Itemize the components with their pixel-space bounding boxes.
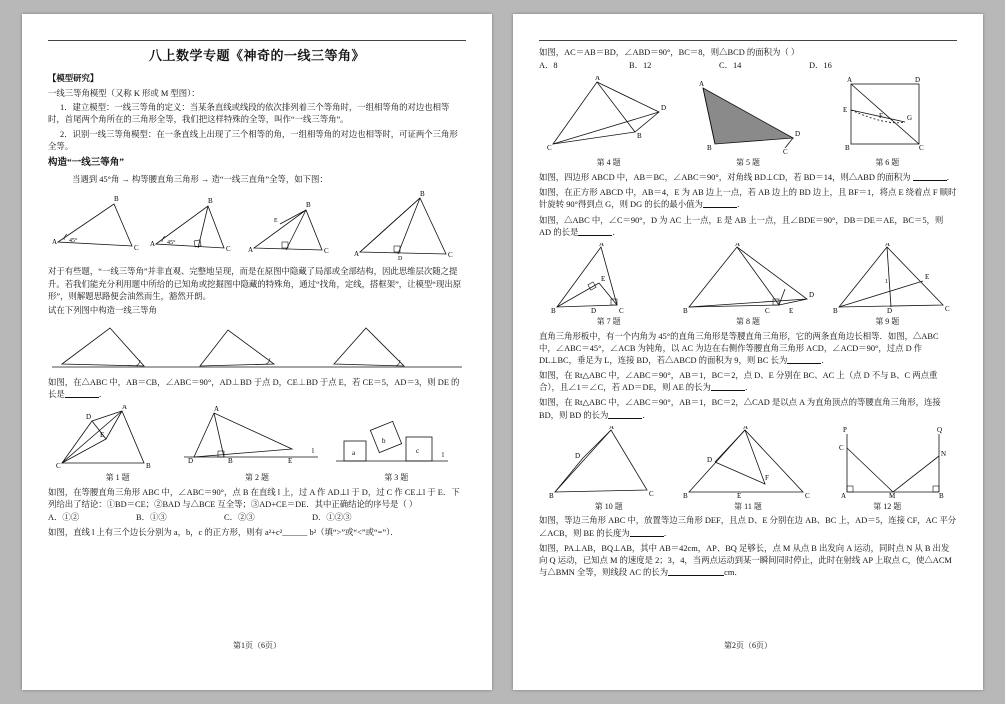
- figure-q7-q8-q9: [539, 243, 957, 328]
- svg-text:45°: 45°: [167, 240, 176, 247]
- model-step-1: 1．建立模型：一线三等角的定义：当某条直线或线段的依次排列着三个等角时，一组相等角的对边也相等时，首尾两个角所在的三角形全等，我们把这样特殊的全等，叫作“一线三等角”。: [48, 103, 450, 125]
- svg-text:C: C: [649, 489, 654, 498]
- question-12: [539, 543, 957, 580]
- svg-text:Q: Q: [937, 425, 943, 434]
- svg-text:C: C: [547, 144, 552, 153]
- svg-text:1: 1: [885, 278, 888, 285]
- svg-text:B: B: [707, 144, 712, 153]
- svg-text:B: B: [683, 491, 688, 500]
- question-10: [539, 397, 957, 421]
- svg-text:B: B: [683, 306, 688, 315]
- page-right: [513, 14, 983, 690]
- question-11-tail: ．: [663, 528, 673, 538]
- question-6-blank: [703, 200, 737, 208]
- section-model-research-heading: 【模型研究】: [48, 73, 99, 83]
- svg-text:D: D: [188, 457, 194, 466]
- question-7-text: 如图，△ABC 中，∠C＝90°，D 为 AC 上一点，E 是 AB 上一点，且∠BDE＝90°，DB＝DE＝AE，BC＝5，则 AD 的长是: [539, 215, 944, 237]
- svg-text:A: A: [150, 240, 156, 249]
- question-1-tail: ．: [98, 389, 108, 399]
- svg-text:E: E: [843, 106, 848, 115]
- svg-text:D: D: [575, 451, 581, 460]
- page-left-footer: 第1页（6页）: [233, 641, 281, 651]
- svg-text:D: D: [915, 76, 921, 85]
- svg-text:A: A: [214, 405, 220, 414]
- svg-text:A: A: [743, 425, 749, 431]
- captions-q1-q3: [48, 472, 466, 484]
- svg-text:D: D: [795, 130, 801, 139]
- svg-text:E: E: [789, 306, 794, 315]
- svg-text:P: P: [843, 425, 847, 434]
- figure-q1-q2-q3: [48, 405, 466, 484]
- question-1: [48, 377, 466, 401]
- question-8-text: 直角三角形板中，有一个内角为 45°的直角三角形是等腰直角三角形，它的两条直角边长相等．如图，△ABC 中，∠ABC＝45°，∠ACB 为钝角，以 AC 为边在右侧作等腰直角三角形 ACD，∠ACD＝90°，过点 D 作 DL⊥BC，垂足为 L，连接 BD，若△ABCD 的面积为 9，则 BC 长为: [539, 331, 939, 365]
- question-1-blank: [65, 390, 99, 398]
- svg-text:E: E: [925, 272, 930, 281]
- svg-text:D: D: [591, 306, 597, 315]
- svg-text:a: a: [352, 449, 356, 458]
- model-step-2: 2．识别一线三等角模型：在一条直线上出现了三个相等的角，一组相等角的对边也相等时，可证两个三角形全等。: [48, 130, 458, 152]
- page-right-content: [539, 40, 957, 664]
- svg-text:G: G: [907, 114, 913, 123]
- svg-text:D: D: [809, 290, 815, 299]
- question-5-tail: ．: [946, 172, 955, 182]
- question-11-text: 如图，等边三角形 ABC 中，放置等边三角形 DEF，且点 D、E 分别在边 AB、BC 上，AD＝5，连接 CF，AC 平分∠ACB，则 BE 的长度为: [539, 516, 957, 538]
- question-2-option-a[interactable]: A．①②: [48, 513, 80, 523]
- svg-text:F: F: [879, 112, 883, 121]
- svg-text:M: M: [889, 491, 896, 500]
- svg-text:A: A: [354, 250, 360, 259]
- svg-text:B: B: [146, 462, 151, 471]
- construct-intro: 当遇到 45°角 → 构等腰直角三角形 → 造“一线三直角”全等，如下图：: [72, 175, 328, 185]
- question-3: [48, 527, 466, 539]
- document-title: 八上数学专题《神奇的一线三等角》: [148, 48, 365, 63]
- figure-construct-examples: [48, 190, 466, 264]
- svg-text:B: B: [208, 197, 213, 206]
- question-4-text: 如图，AC＝AB＝BD，∠ABD＝90°，BC＝8，则△BCD 的面积为（ ）: [539, 48, 800, 57]
- question-2-option-b[interactable]: B．①③: [136, 513, 167, 523]
- question-4-option-b[interactable]: B．12: [629, 61, 652, 71]
- svg-text:C: C: [765, 306, 770, 315]
- question-9-tail: ．: [744, 383, 754, 393]
- svg-text:B: B: [420, 190, 425, 199]
- question-10-blank: [608, 411, 642, 419]
- svg-text:A: A: [841, 491, 847, 500]
- question-2-option-c[interactable]: C．②③: [224, 513, 255, 523]
- question-2: [48, 487, 466, 511]
- svg-text:C: C: [56, 462, 61, 471]
- svg-text:A: A: [122, 405, 128, 412]
- svg-text:A: A: [248, 246, 254, 255]
- caption-q7: 第 7 题: [596, 316, 621, 326]
- caption-q2: 第 2 题: [244, 473, 269, 483]
- svg-text:B: B: [833, 306, 838, 315]
- question-5: [539, 172, 957, 184]
- question-4-option-c[interactable]: C．14: [719, 61, 742, 71]
- question-12-text: 如图，PA⊥AB，BQ⊥AB，其中 AB＝42cm，AP、BQ 足够长，点 M 从点 B 出发向 A 运动，同时点 N 从 B 出发向 Q 运动，已知点 M 的速度是 2；3，4，当两点运动到某一瞬间同时停止，此时在射线 AP 上取点 C，使△ACM 与△BMN 全等，则线段 AC 的长为: [539, 543, 952, 578]
- question-8-blank: [787, 356, 821, 364]
- caption-q12: 第 12 题: [873, 501, 902, 511]
- svg-text:N: N: [941, 449, 947, 458]
- question-10-tail: ．: [642, 410, 651, 420]
- svg-text:C: C: [226, 245, 231, 254]
- svg-text:b: b: [382, 437, 386, 446]
- svg-text:D: D: [661, 104, 667, 113]
- caption-q5: 第 5 题: [735, 158, 760, 168]
- question-9-blank: [711, 383, 745, 391]
- question-9: [539, 370, 957, 394]
- question-4-option-d[interactable]: D．16: [809, 61, 832, 71]
- svg-text:A: A: [699, 80, 705, 89]
- svg-text:A: A: [885, 242, 891, 248]
- svg-text:A: A: [52, 238, 58, 247]
- question-7-blank: [578, 228, 612, 236]
- question-8: [539, 331, 957, 368]
- svg-text:B: B: [114, 195, 119, 204]
- caption-q11: 第 11 题: [734, 501, 762, 511]
- svg-text:C: C: [839, 443, 844, 452]
- svg-text:C: C: [134, 244, 139, 253]
- question-2-options: [48, 512, 466, 524]
- model-definition-line: 一线三等角模型（又称 K 形或 M 型图）：: [48, 88, 200, 98]
- svg-text:C: C: [919, 144, 924, 153]
- caption-q1: 第 1 题: [105, 473, 130, 483]
- caption-q8: 第 8 题: [735, 316, 760, 326]
- svg-text:A: A: [599, 242, 605, 248]
- caption-q9: 第 9 题: [875, 316, 900, 326]
- question-2-option-d[interactable]: D．①②③: [312, 513, 352, 523]
- question-7-tail: ．: [612, 227, 621, 237]
- question-12-blank: [668, 568, 724, 576]
- svg-text:B: B: [845, 144, 850, 153]
- figure-q10-q11-q12: [539, 426, 957, 513]
- svg-text:D: D: [887, 306, 893, 315]
- question-6-text: 如图，在正方形 ABCD 中，AB＝4，E 为 AB 边上一点，若 AB 边上的 BD 边上，且 BF＝1，将点 E 绕着点 F 顺时针旋转 90°得到点 G，则 DG 的长的最小值为: [539, 188, 957, 210]
- question-5-text: 如图，四边形 ABCD 中，AB＝BC，∠ABC＝90°，对角线 BD⊥CD，若 BD＝14，则△ABD 的面积为: [539, 172, 911, 182]
- svg-text:D: D: [86, 413, 92, 422]
- svg-text:E: E: [274, 218, 278, 225]
- svg-text:A: A: [595, 76, 601, 83]
- svg-text:c: c: [416, 447, 420, 456]
- question-8-tail: ．: [821, 355, 830, 365]
- question-11-blank: [630, 528, 664, 536]
- question-1-text: 如图，在△ABC 中，AB＝CB，∠ABC＝90°，AD⊥BD 于点 D，CE⊥BD 于点 E，若 CE＝5，AD＝3，则 DE 的长是: [48, 377, 460, 399]
- svg-text:A: A: [609, 425, 615, 431]
- svg-text:C: C: [805, 491, 810, 500]
- captions-q4-q6: [539, 157, 957, 169]
- caption-q10: 第 10 题: [594, 501, 623, 511]
- question-5-blank: [913, 173, 947, 181]
- svg-text:45°: 45°: [69, 238, 78, 245]
- svg-text:E: E: [601, 274, 606, 283]
- svg-text:l: l: [442, 451, 444, 460]
- question-7: [539, 215, 957, 239]
- caption-q3: 第 3 题: [384, 473, 409, 483]
- construct-explanation: 对于有些题，“一线三等角”并非直观、完整地呈现，而是在原图中隐藏了局部或全部结构，因此思维层次随之提升。若我们能充分利用题中所给的已知角或挖掘图中隐藏的特殊角，通过“找角，定线，搭框架”，让模型“现出原形”，则解题思路便会油然而生，豁然开朗。: [48, 267, 462, 301]
- svg-text:l: l: [312, 447, 314, 456]
- svg-text:A: A: [735, 242, 741, 248]
- caption-q6: 第 6 题: [875, 158, 900, 168]
- figure-practice-triangles: [48, 322, 466, 374]
- question-4: [539, 47, 957, 59]
- caption-q4: 第 4 题: [596, 158, 621, 168]
- question-3-text: 如图，直线 l 上有三个边长分别为 a，b，c 的正方形，则有 a²+c²______ b²（填“>”或“<”或“=”）．: [48, 528, 399, 538]
- svg-text:D: D: [398, 256, 403, 263]
- svg-text:B: B: [637, 132, 642, 141]
- question-4-options: [539, 60, 957, 72]
- top-rule-left: [48, 40, 466, 41]
- svg-text:E: E: [288, 457, 293, 466]
- question-6-tail: ．: [736, 200, 746, 210]
- svg-text:B: B: [228, 457, 233, 466]
- svg-text:A: A: [847, 76, 853, 85]
- question-12-tail: cm．: [724, 568, 743, 578]
- question-10-text: 如图，在 Rt△ABC 中，∠ABC＝90°，AB＝1，BC＝2，△CAD 是以点 A 为直角顶点的等腰直角三角形，连接 BD，则 BD 的长为: [539, 398, 941, 420]
- top-rule-right: [539, 40, 957, 41]
- svg-text:E: E: [100, 431, 105, 440]
- svg-text:B: B: [551, 306, 556, 315]
- svg-text:F: F: [765, 473, 769, 482]
- question-6: [539, 187, 957, 211]
- svg-text:C: C: [448, 251, 453, 260]
- svg-text:E: E: [737, 491, 742, 500]
- figure-q4-q5-q6: [539, 76, 957, 169]
- question-4-option-a[interactable]: A．8: [539, 61, 558, 71]
- question-9-text: 如图，在 Rt△ABC 中，∠ABC＝90°，AB＝1，BC＝2，点 D、E 分别在 BC、AC 上（点 D 不与 B、C 两点重合），且∠1＝∠C，若 AD＝DE，则 AE 的长为: [539, 371, 938, 393]
- page-left: [22, 14, 492, 690]
- svg-text:B: B: [549, 491, 554, 500]
- svg-text:C: C: [783, 148, 788, 157]
- svg-text:D: D: [707, 455, 713, 464]
- page-right-footer: 第2页（6页）: [724, 641, 772, 651]
- svg-text:B: B: [939, 491, 944, 500]
- page-left-content: [48, 40, 466, 664]
- question-11: [539, 515, 957, 539]
- captions-q7-q9: [539, 316, 957, 328]
- svg-text:C: C: [324, 247, 329, 256]
- question-2-text: 如图，在等腰直角三角形 ABC 中，∠ABC＝90°，点 B 在直线 l 上，过 A 作 AD⊥l 于 D，过 C 作 CE⊥l 于 E．下列给出了结论：①BD＝CE；②BAD 与△BCE 互全等；③AD+CE＝DE．其中正确结论的序号是（ ）: [48, 487, 460, 509]
- svg-text:B: B: [306, 201, 311, 210]
- captions-q10-q12: [539, 501, 957, 513]
- section-construct-heading: 构造“一线三等角”: [48, 158, 125, 169]
- construct-practice-prompt: 试在下列图中构造一线三等角: [48, 306, 157, 316]
- svg-text:C: C: [619, 306, 624, 315]
- svg-text:C: C: [945, 304, 950, 313]
